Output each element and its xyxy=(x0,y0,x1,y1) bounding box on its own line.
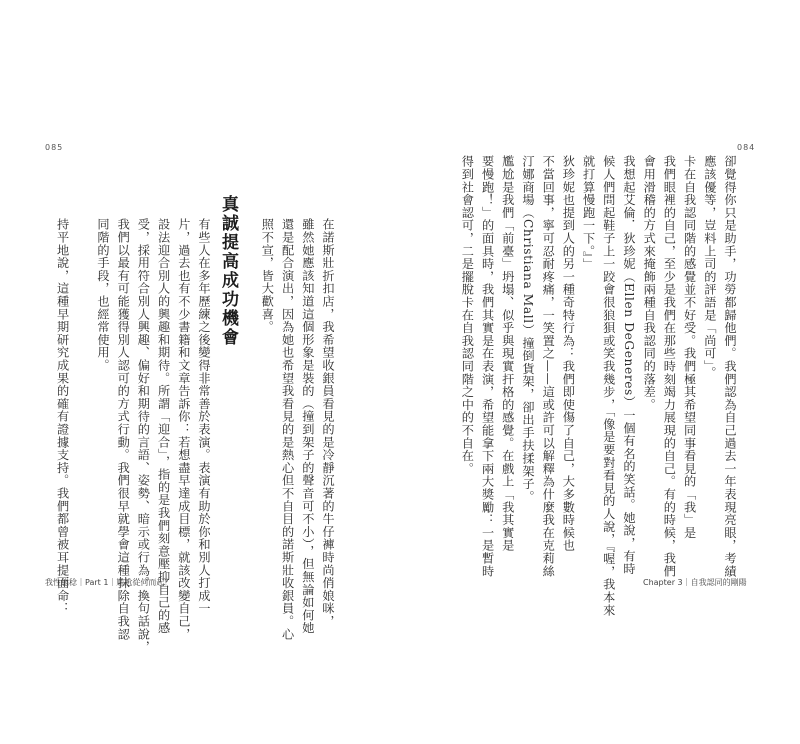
running-footer-left: 我性態稔｜Part 1｜尷尬從何而起？ xyxy=(45,578,173,587)
text-line: 得到社會認可，二是擺脫卡在自我認同階之中的不自在。 xyxy=(460,155,475,475)
text-line: 卡在自我認同階的感覺並不好受。我們極其希望同事看見的「我」是 xyxy=(682,155,697,539)
text-line: 持平地說，這種早期研究成果的確有證據支持。我們都曾被耳提面命： xyxy=(55,218,70,615)
text-line: 還是配合演出，因為她也希望我看見的是熱心但不自目的諾斯壯收銀員。心 xyxy=(280,218,295,641)
text-line: 就打算慢跑一下。』」 xyxy=(581,155,596,271)
text-line: 雖然她應該知道這個形象是裝的（撞到架子的聲音可不小），但無論如何她 xyxy=(300,218,315,635)
page-number-right: 084 xyxy=(737,143,756,152)
text-line: 狄珍妮也提到人的另一種奇特行為：我們即使傷了自己，大多數時候也 xyxy=(561,155,576,552)
right-page xyxy=(400,0,800,744)
text-line: 我們眼裡的自己，至少是我們在那些時刻竭力展現的自己。有的時候，我們 xyxy=(662,155,677,578)
running-footer-right: Chapter 3｜自我認同的剛陽 xyxy=(643,578,747,587)
text-line: 會用滑稽的方式來掩飾兩種自我認同的落差。 xyxy=(642,155,657,411)
text-line: 我們以最有可能獲得別人認可的方式行動。我們很早就學會這種抹除自我認 xyxy=(116,218,131,641)
text-line: 照不宣，皆大歡喜。 xyxy=(260,218,275,334)
text-line: 有些人在多年歷練之後變得非常善於表演。表演有助於你和別人打成一 xyxy=(197,218,211,615)
body-text-block-1 xyxy=(257,218,338,641)
text-line: 片，過去也有不少書籍和文章告訴你：若想盡早達成目標，就該改變自己， xyxy=(176,218,191,641)
text-line: 候人們問起鞋子上一跤會很狼狽或笑我幾步，「像是要對看見的人說，『喔，我本來 xyxy=(601,155,616,617)
text-line: 應該優等，豈料上司的評語是「尚可」。 xyxy=(702,155,717,380)
text-line: 受，採用符合別人興趣、偏好和期待的言語、姿勢、暗示或行為。換句話說， xyxy=(136,218,151,654)
text-line: 同階的手段，也經常使用。 xyxy=(95,218,110,372)
text-line: 卻覺得你只是助手，功勞都歸他們。我們認為自己過去一年表現亮眼，考績 xyxy=(723,155,737,578)
text-line: 不當回事，寧可忍耐疼痛，一笑置之——這或許可以解釋為什麼我在克莉絲 xyxy=(541,155,556,578)
text-line: 汀娜商場（Christiana Mall）撞倒貨架，卻出手扶揉架子。 xyxy=(520,155,535,503)
text-line: 設法迎合別人的興趣和期待。所謂「迎合」，指的是我們刻意壓抑自己的感 xyxy=(156,218,171,635)
page-number-left: 085 xyxy=(45,143,64,152)
text-line: 尷尬是我們「前臺」坍塌、似乎與現實扞格的感覺。在戲上「我其實是 xyxy=(500,155,515,552)
text-line: 我想起艾倫．狄珍妮（Ellen DeGeneres）一個有名的笑話。她說，有時 xyxy=(621,155,636,576)
text-line: 要慢跑！」的面具時，我們其實是在表演，希望能拿下兩大獎勵：一是暫時 xyxy=(480,155,495,578)
section-heading: 真誠提高成功機會 xyxy=(218,195,238,347)
text-line: 在諾斯壯折扣店，我希望收銀員看見的是冷靜沉著的牛仔褲時尚俏娘咪， xyxy=(321,218,335,628)
